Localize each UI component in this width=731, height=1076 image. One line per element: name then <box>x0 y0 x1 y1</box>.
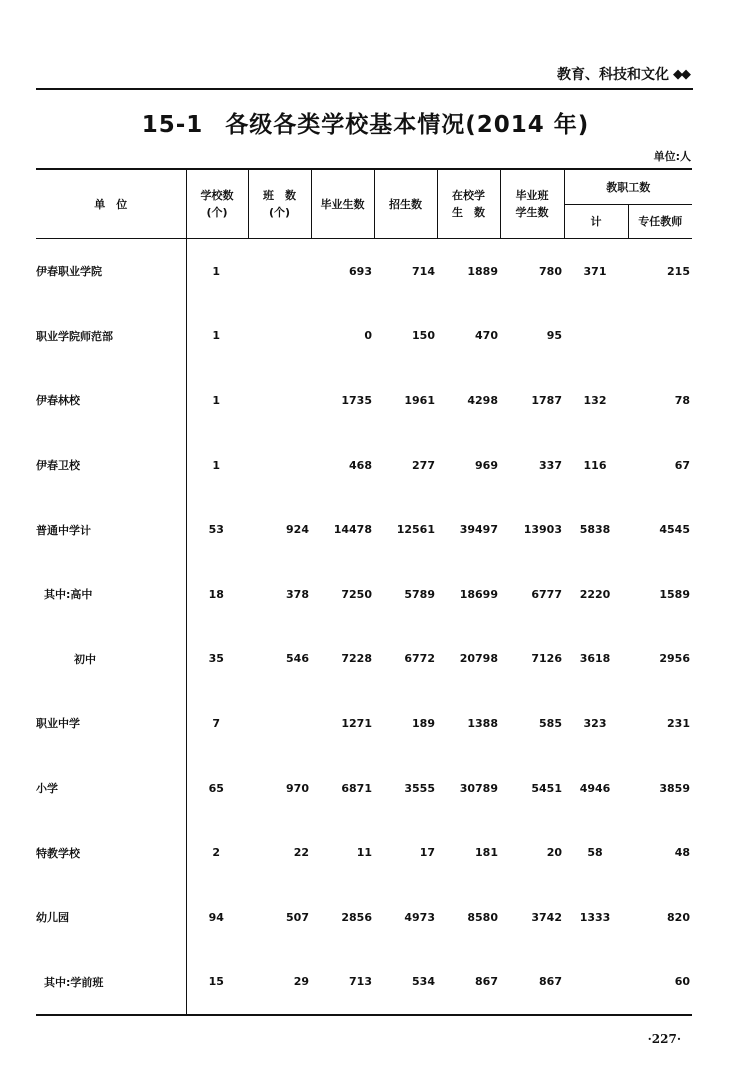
cell-enrollment: 3555 <box>404 781 435 795</box>
cell-grad-class: 5451 <box>531 781 562 795</box>
cell-staff-total: 2220 <box>579 587 611 601</box>
cell-staff-teachers: 1589 <box>659 587 690 601</box>
cell-staff-teachers: 48 <box>674 846 690 860</box>
table-row <box>36 497 692 562</box>
cell-classes <box>248 368 311 433</box>
cell-staff-total: 323 <box>583 716 607 730</box>
row-name: 伊春卫校 <box>36 459 80 473</box>
cell-graduates: 7250 <box>341 587 372 601</box>
cell-staff-teachers: 3859 <box>659 781 690 795</box>
header-classes-line2: (个) <box>268 206 291 219</box>
cell-classes <box>248 433 311 498</box>
page-title <box>0 106 731 139</box>
cell-staff-total: 371 <box>583 264 607 278</box>
cell-grad-class: 3742 <box>531 910 562 924</box>
schools-table <box>36 168 692 1016</box>
cell-classes: 22 <box>293 846 309 860</box>
cell-staff-teachers: 60 <box>628 950 692 1016</box>
header-schools <box>186 169 248 239</box>
cell-classes: 378 <box>286 587 309 601</box>
diamond-icon: ◆◆ <box>673 66 689 82</box>
running-header-text: 教育、科技和文化 <box>557 67 669 83</box>
cell-enrollment: 5789 <box>404 587 435 601</box>
cell-classes <box>248 239 311 304</box>
header-staff-total: 计 <box>564 205 628 239</box>
cell-graduates: 6871 <box>341 781 372 795</box>
cell-enrollment: 1961 <box>404 393 435 407</box>
cell-students: 867 <box>437 950 500 1016</box>
cell-staff-teachers: 215 <box>667 264 690 278</box>
cell-staff-teachers: 231 <box>667 716 690 730</box>
table-row <box>36 885 692 950</box>
cell-classes: 924 <box>286 523 309 537</box>
cell-grad-class: 7126 <box>531 652 562 666</box>
row-name: 其中:学前班 <box>36 950 186 1016</box>
cell-schools: 1 <box>186 304 248 369</box>
header-graduates: 毕业生数 <box>311 169 374 239</box>
cell-staff-teachers: 2956 <box>659 652 690 666</box>
cell-schools: 15 <box>186 950 248 1016</box>
row-name: 职业中学 <box>36 717 80 731</box>
cell-staff-total <box>564 950 628 1016</box>
table-row <box>36 756 692 821</box>
cell-staff-teachers: 67 <box>674 458 690 472</box>
cell-staff-total: 3618 <box>579 652 611 666</box>
cell-students: 969 <box>475 458 498 472</box>
cell-graduates: 14478 <box>333 523 372 537</box>
cell-grad-class: 337 <box>539 458 562 472</box>
page-number: ·227· <box>647 1032 681 1046</box>
cell-schools: 1 <box>186 239 248 304</box>
row-name: 职业学院师范部 <box>36 329 113 343</box>
table-number: 15-1 <box>141 112 204 138</box>
table-row <box>36 239 692 304</box>
header-classes-line1: 班 数 <box>263 189 296 202</box>
cell-staff-total <box>564 304 628 369</box>
cell-grad-class: 1787 <box>531 393 562 407</box>
cell-grad-class: 13903 <box>523 523 562 537</box>
table-row <box>36 304 692 369</box>
cell-schools: 7 <box>186 691 248 756</box>
cell-staff-total: 132 <box>583 393 607 407</box>
header-schools-line2: (个) <box>206 206 228 219</box>
cell-enrollment: 714 <box>412 264 435 278</box>
cell-staff-total: 58 <box>587 846 603 860</box>
header-grad-class-line1: 毕业班 <box>515 189 549 202</box>
cell-graduates: 1735 <box>341 393 372 407</box>
cell-classes <box>248 691 311 756</box>
cell-students: 1388 <box>467 716 498 730</box>
cell-schools: 94 <box>186 885 248 950</box>
header-staff: 教职工数 <box>564 169 692 205</box>
cell-enrollment: 17 <box>419 846 435 860</box>
cell-students: 39497 <box>459 523 498 537</box>
cell-schools: 53 <box>186 497 248 562</box>
table-row <box>36 820 692 885</box>
unit-note: 单位:人 <box>653 150 691 163</box>
header-grad-class-line2: 学生数 <box>515 206 549 219</box>
cell-staff-total: 1333 <box>579 910 611 924</box>
row-name: 初中 <box>74 652 96 666</box>
cell-grad-class: 20 <box>546 846 562 860</box>
cell-schools: 65 <box>186 756 248 821</box>
header-students <box>437 169 500 239</box>
cell-staff-total: 5838 <box>579 523 611 537</box>
cell-graduates: 11 <box>356 846 372 860</box>
header-schools-line1: 学校数 <box>200 189 234 202</box>
cell-grad-class: 867 <box>500 950 564 1016</box>
row-name: 伊春林校 <box>36 394 80 408</box>
row-name: 伊春职业学院 <box>36 265 102 279</box>
cell-staff-teachers: 820 <box>667 910 690 924</box>
cell-graduates: 2856 <box>341 910 372 924</box>
row-name: 幼儿园 <box>36 911 69 925</box>
cell-enrollment: 12561 <box>396 523 435 537</box>
cell-enrollment: 150 <box>412 329 435 343</box>
header-rule <box>36 88 693 90</box>
cell-graduates: 713 <box>311 950 374 1016</box>
cell-classes: 507 <box>286 910 309 924</box>
cell-students: 470 <box>475 329 498 343</box>
header-unit: 单 位 <box>36 169 186 239</box>
table-row <box>36 368 692 433</box>
cell-students: 1889 <box>467 264 498 278</box>
header-enrollment: 招生数 <box>374 169 437 239</box>
cell-classes: 970 <box>286 781 309 795</box>
cell-schools: 35 <box>186 627 248 692</box>
cell-classes: 29 <box>248 950 311 1016</box>
table-row <box>36 433 692 498</box>
row-name: 特教学校 <box>36 846 80 860</box>
cell-staff-teachers: 78 <box>674 393 690 407</box>
table-row <box>36 562 692 627</box>
title-text: 各级各类学校基本情况(2014 年) <box>225 112 590 138</box>
cell-students: 20798 <box>459 652 498 666</box>
cell-schools: 1 <box>186 368 248 433</box>
cell-graduates: 7228 <box>341 652 372 666</box>
running-header <box>557 64 689 84</box>
row-name: 其中:高中 <box>44 588 93 602</box>
cell-staff-teachers: 4545 <box>659 523 690 537</box>
cell-schools: 18 <box>186 562 248 627</box>
row-name: 小学 <box>36 782 58 796</box>
cell-students: 18699 <box>459 587 498 601</box>
header-students-line2: 生 数 <box>452 206 485 219</box>
cell-enrollment: 189 <box>412 716 435 730</box>
cell-schools: 2 <box>186 820 248 885</box>
table-row <box>36 627 692 692</box>
cell-grad-class: 95 <box>546 329 562 343</box>
cell-grad-class: 6777 <box>531 587 562 601</box>
header-staff-teachers: 专任教师 <box>628 205 692 239</box>
table-row <box>36 950 692 1016</box>
cell-staff-total: 116 <box>583 458 607 472</box>
table-row <box>36 691 692 756</box>
cell-enrollment: 534 <box>374 950 437 1016</box>
cell-enrollment: 6772 <box>404 652 435 666</box>
cell-grad-class: 780 <box>539 264 562 278</box>
header-grad-class <box>500 169 564 239</box>
cell-graduates: 1271 <box>341 716 372 730</box>
cell-classes: 546 <box>286 652 309 666</box>
cell-students: 4298 <box>467 393 498 407</box>
cell-students: 30789 <box>459 781 498 795</box>
cell-students: 8580 <box>467 910 498 924</box>
header-classes <box>248 169 311 239</box>
cell-enrollment: 4973 <box>404 910 435 924</box>
cell-graduates: 693 <box>349 264 372 278</box>
cell-students: 181 <box>475 846 498 860</box>
cell-staff-teachers <box>628 304 692 369</box>
cell-classes <box>248 304 311 369</box>
cell-enrollment: 277 <box>412 458 435 472</box>
cell-graduates: 468 <box>349 458 372 472</box>
cell-graduates: 0 <box>364 329 372 343</box>
cell-grad-class: 585 <box>539 716 562 730</box>
header-students-line1: 在校学 <box>452 189 485 202</box>
cell-schools: 1 <box>186 433 248 498</box>
cell-staff-total: 4946 <box>579 781 611 795</box>
row-name: 普通中学计 <box>36 523 91 537</box>
